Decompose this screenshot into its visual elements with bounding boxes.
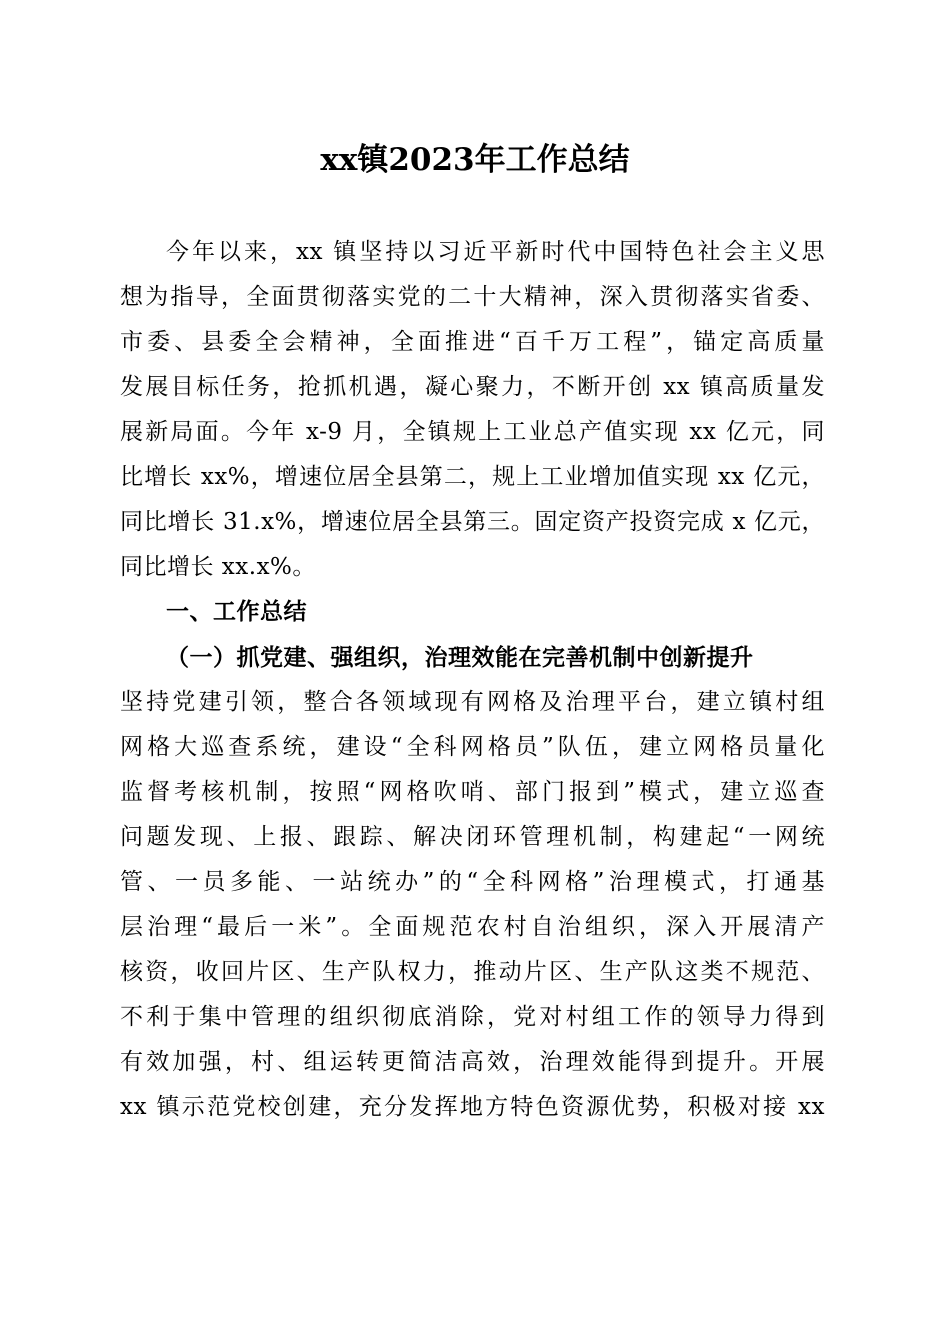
paragraph-line: 同比增长 xx.x%。 — [120, 554, 316, 580]
subsection-heading: （一）抓党建、强组织，治理效能在完善机制中创新提升 — [166, 644, 754, 671]
paragraph-line: 发展目标任务，抢抓机遇，凝心聚力，不断开创 xx 镇高质量发 — [120, 374, 825, 400]
paragraph-line: 层治理“最后一米”。全面规范农村自治组织，深入开展清产 — [120, 914, 825, 940]
paragraph-line: 同比增长 31.x%，增速位居全县第三。固定资产投资完成 x 亿元， — [120, 509, 825, 535]
paragraph-line: 监督考核机制，按照“网格吹哨、部门报到”模式，建立巡查 — [120, 779, 825, 805]
paragraph-line: 核资，收回片区、生产队权力，推动片区、生产队这类不规范、 — [120, 959, 825, 985]
paragraph-line: 展新局面。今年 x-9 月，全镇规上工业总产值实现 xx 亿元，同 — [120, 419, 825, 445]
intro-paragraph — [120, 230, 825, 1130]
section-heading: 一、工作总结 — [166, 599, 307, 625]
paragraph-line: 不利于集中管理的组织彻底消除，党对村组工作的领导力得到 — [120, 1004, 825, 1030]
paragraph-line: 问题发现、上报、跟踪、解决闭环管理机制，构建起“一网统 — [120, 824, 825, 850]
paragraph-line: 有效加强，村、组运转更简洁高效，治理效能得到提升。开展 — [120, 1049, 825, 1075]
paragraph-line: 网格大巡查系统，建设“全科网格员”队伍，建立网格员量化 — [120, 734, 825, 760]
paragraph-line: xx 镇示范党校创建，充分发挥地方特色资源优势，积极对接 xx — [120, 1094, 825, 1120]
paragraph-line: 想为指导，全面贯彻落实党的二十大精神，深入贯彻落实省委、 — [120, 284, 825, 310]
paragraph-line: 市委、县委全会精神，全面推进“百千万工程”，锚定高质量 — [120, 329, 825, 355]
document-title: xx镇2023年工作总结 — [320, 142, 630, 178]
paragraph-line: 今年以来，xx 镇坚持以习近平新时代中国特色社会主义思 — [166, 239, 825, 265]
paragraph-line: 管、一员多能、一站统办”的“全科网格”治理模式，打通基 — [120, 869, 825, 895]
paragraph-line: 坚持党建引领，整合各领域现有网格及治理平台，建立镇村组 — [120, 689, 825, 715]
paragraph-line: 比增长 xx%，增速位居全县第二，规上工业增加值实现 xx 亿元， — [120, 464, 825, 490]
